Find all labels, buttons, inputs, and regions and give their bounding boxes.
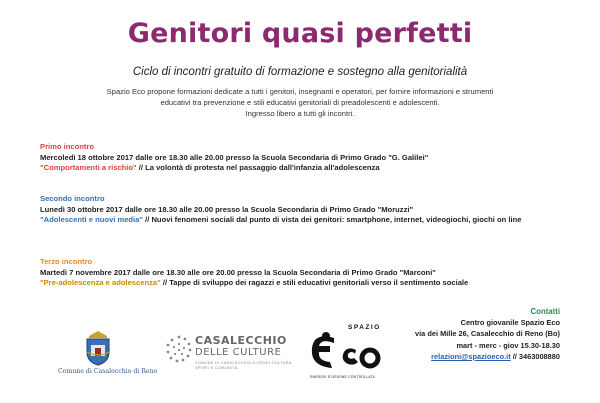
eco-spazio-label: SPAZIO	[348, 324, 381, 331]
meeting-topic	[40, 215, 560, 226]
intro-line: Ingresso libero a tutti gli incontri.	[245, 109, 355, 119]
meeting-2	[40, 194, 560, 226]
meeting-date: Martedì 7 novembre 2017 dalle ore 18.30 alle ore 20.00 presso la Scuola Secondaria di Primo Grado "Marconi"	[40, 267, 436, 277]
meeting-topic	[40, 278, 560, 289]
contacts-address: via dei Mille 26, Casalecchio di Reno (Bo)	[415, 329, 560, 339]
casa-tagline: COMUNE DI CASALECCHIO DI RENO CULTURA SPORT E COMUNITÀ	[195, 361, 292, 370]
separator: //	[136, 163, 146, 173]
separator: //	[160, 278, 170, 288]
comune-label: Comune di Casalecchio di Reno	[58, 368, 158, 375]
meeting-heading: Primo incontro	[40, 142, 95, 151]
page-title: Genitori quasi perfetti	[127, 18, 473, 49]
meeting-topic	[40, 163, 560, 174]
meeting-description: Tappe di sviluppo dei ragazzi e stili educativi genitoriali verso il sentimento sociale	[169, 278, 469, 288]
intro-line: educativi tra prevenzione e stili educativi genitoriali di preadolescenti e adolescenti.	[160, 98, 440, 108]
separator: //	[510, 351, 519, 361]
phone-number: 3463008880	[518, 351, 560, 361]
intro-text	[60, 86, 540, 120]
email-link[interactable]: relazioni@spazioeco.it	[431, 351, 511, 361]
eco-wordmark-icon	[304, 328, 384, 374]
meeting-title: "Comportamenti a rischio"	[40, 163, 137, 173]
separator: //	[143, 215, 152, 225]
meeting-description: La volontà di protesta nel passaggio dall'infanzia all'adolescenza	[145, 163, 380, 173]
intro-line: Spazio Eco propone formazioni dedicate a tutti i genitori, insegnanti e operatori, per fornire informazioni e strumenti	[106, 87, 494, 96]
eco-tagline: ENERGIE D'ORIGINE CONTROLLATA	[310, 375, 375, 379]
dots-circle-icon	[165, 334, 193, 364]
contacts-title: Contatti	[530, 307, 560, 316]
meeting-title: "Adolescenti e nuovi media"	[40, 215, 143, 225]
meeting-date: Lunedì 30 ottobre 2017 dalle ore 18.30 alle 20.00 presso la Scuola Secondaria di Primo Grado "Moruzzi"	[40, 204, 414, 214]
contacts-venue: Centro giovanile Spazio Eco	[460, 318, 560, 328]
spazio-eco-logo	[302, 324, 387, 384]
meeting-3	[40, 257, 560, 289]
meeting-date: Mercoledì 18 ottobre 2017 dalle ore 18.30 alle 20.00 presso la Scuola Secondaria di Primo Grado "G. Galilei"	[40, 152, 429, 162]
coat-of-arms-icon	[83, 330, 113, 366]
meeting-heading: Terzo incontro	[40, 257, 93, 266]
contacts-hours: mart - merc - giov 15.30-18.30	[456, 340, 560, 350]
comune-logo	[58, 330, 158, 380]
meeting-description: Nuovi fenomeni sociali dal punto di vista dei genitori: smartphone, internet, videogiochi, giochi on line	[151, 215, 522, 225]
casa-line1: CASALECCHIO	[195, 334, 287, 347]
casalecchio-culture-logo	[165, 332, 300, 377]
page-subtitle: Ciclo di incontri gratuito di formazione e sostegno alla genitorialità	[132, 66, 468, 78]
casa-line2: DELLE CULTURE	[195, 347, 282, 358]
meeting-title: "Pre-adolescenza e adolescenza"	[40, 278, 161, 288]
meeting-heading: Secondo incontro	[40, 194, 105, 203]
meeting-1	[40, 142, 560, 174]
